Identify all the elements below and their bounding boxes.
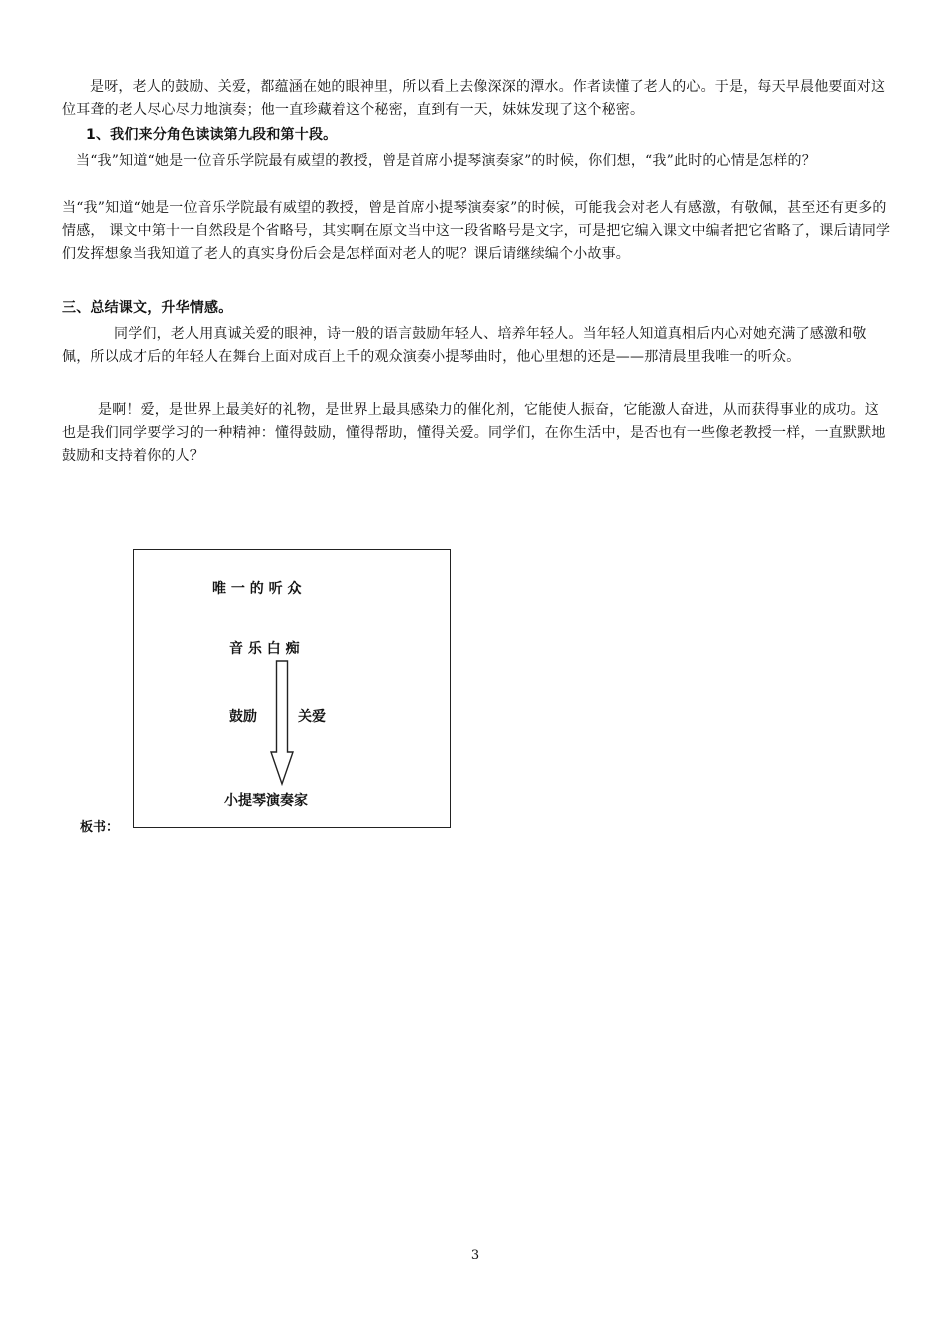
- board-label: 板书：: [80, 820, 120, 835]
- board-title: 唯 一 的 听 众: [212, 581, 302, 597]
- board-bottom-term: 小提琴演奏家: [224, 793, 308, 809]
- paragraph-2: 当“我”知道“她是一位音乐学院最有威望的教授，曾是首席小提琴演奏家”的时候，你们想，“我”此时的心情是怎样的？: [76, 153, 816, 169]
- paragraph-4: 同学们，老人用真诚关爱的眼神，诗一般的语言鼓励年轻人、培养年轻人。当年轻人知道真相后内心对她充满了感激和敬佩，所以成才后的年轻人在舞台上面对成百上千的观众演奏小提琴曲时，他心里想的还是——那清晨里我唯一的听众。: [62, 326, 867, 365]
- down-arrow-icon: [270, 660, 294, 786]
- board-top-term: 音 乐 白 痴: [229, 641, 300, 657]
- paragraph-5: 是啊！爱，是世界上最美好的礼物，是世界上最具感染力的催化剂，它能使人振奋，它能激人奋进，从而获得事业的成功。这也是我们同学要学习的一种精神：懂得鼓励，懂得帮助，懂得关爱。同学们，在你生活中，是否也有一些像老教授一样，一直默默地鼓励和支持着你的人？: [62, 402, 886, 464]
- paragraph-1: 是呀，老人的鼓励、关爱，都蕴涵在她的眼神里，所以看上去像深深的潭水。作者读懂了老人的心。于是，每天早晨他要面对这位耳聋的老人尽心尽力地演奏；他一直珍藏着这个秘密，直到有一天，妹妹发现了这个秘密。: [62, 79, 886, 118]
- board-left-term: 鼓励: [229, 709, 257, 725]
- blackboard-diagram: [133, 549, 451, 828]
- board-right-term: 关爱: [298, 709, 326, 725]
- heading-summary: 三、总结课文，升华情感。: [62, 300, 233, 316]
- page-number: 3: [470, 1248, 480, 1263]
- heading-role-reading: 1、我们来分角色读读第九段和第十段。: [86, 127, 338, 143]
- paragraph-3: 当“我”知道“她是一位音乐学院最有威望的教授，曾是首席小提琴演奏家”的时候，可能我会对老人有感激，有敬佩，甚至还有更多的情感， 课文中第十一自然段是个省略号，其实啊在原文当中这一段省略号是文字，可是把它编入课文中编者把它省略了，课后请同学们发挥想象当我知道了老人的真实身份后会是怎样面对老人的呢？课后请继续编个小故事。: [62, 200, 891, 262]
